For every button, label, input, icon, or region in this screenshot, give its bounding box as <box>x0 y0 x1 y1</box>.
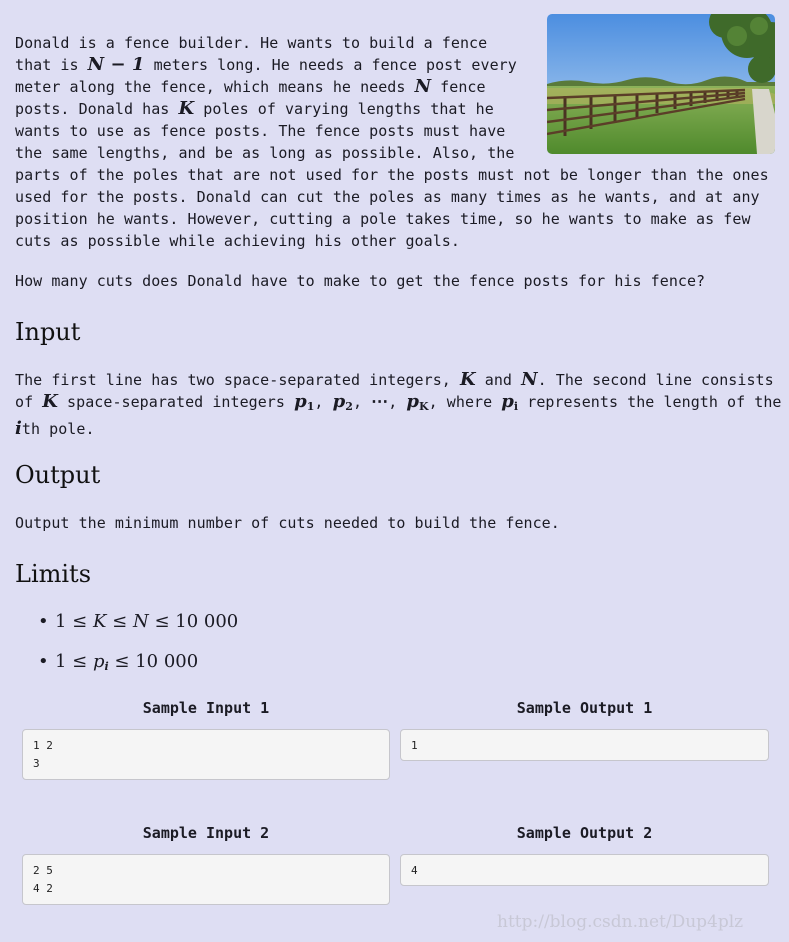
output-description: Output the minimum number of cuts needed to build the fence. <box>15 514 560 532</box>
statement-line: used for the posts. Donald can cut the poles as many times as he wants, and at any <box>15 188 760 206</box>
math-subscript: i <box>513 400 519 413</box>
watermark: http://blog.csdn.net/Dup4plz <box>497 912 744 932</box>
statement-line: Donald is a fence builder. He wants to build a fence <box>15 34 488 52</box>
limit-text: 1 ≤ <box>55 651 93 672</box>
math-symbol: ⋯ <box>371 392 389 412</box>
math-symbol: N <box>521 369 538 390</box>
output-heading: Output <box>15 461 101 489</box>
sample-input-2-box[interactable]: 2 5 4 2 <box>22 854 390 905</box>
sample-input-1-title: Sample Input 1 <box>142 699 270 717</box>
math-symbol: K <box>42 391 58 412</box>
statement-line: parts of the poles that are not used for the posts must not be longer than the ones <box>15 166 769 184</box>
sample-output-1-title: Sample Output 1 <box>516 699 653 717</box>
limit-item <box>38 651 198 678</box>
limit-text: ≤ <box>106 611 133 632</box>
limit-text: ≤ 10 000 <box>148 611 239 632</box>
sample-input-2-title: Sample Input 2 <box>142 824 270 842</box>
statement-line: wants to use as fence posts. The fence posts must have <box>15 122 506 140</box>
problem-statement <box>15 32 769 252</box>
math-symbol: p <box>501 391 514 412</box>
input-heading: Input <box>15 318 81 346</box>
math-symbol: K <box>459 369 476 390</box>
statement-line: the same lengths, and be as long as possible. Also, the <box>15 144 515 162</box>
input-description <box>15 369 782 440</box>
statement-line: position he wants. However, cutting a pole takes time, so he wants to make as few <box>15 210 751 228</box>
sample-output-1-box[interactable]: 1 <box>400 729 769 761</box>
input-line: of K space-separated integers $p_1$, $p_2$, ⋯, $p_K$, where $p_i$ represents the length of the <box>15 391 782 413</box>
limit-variable: p <box>92 651 105 672</box>
math-symbol: K <box>178 98 195 119</box>
input-line: ith pole. <box>15 418 95 439</box>
math-subscript: 1 <box>306 400 315 413</box>
sample-output-2-title: Sample Output 2 <box>516 824 653 842</box>
limits-heading: Limits <box>15 560 92 588</box>
input-line: The first line has two space-separated integers, K and N. The second line consists <box>15 369 774 390</box>
math-symbol: p <box>332 391 346 412</box>
statement-line: meter along the fence, which means he needs N fence <box>15 76 486 97</box>
statement-line: that is N − 1 meters long. He needs a fence post every <box>15 54 517 75</box>
limit-subscript: i <box>104 660 109 673</box>
limit-text: 1 ≤ <box>55 611 93 632</box>
math-symbol: p <box>294 391 307 412</box>
sample-output-2-box[interactable]: 4 <box>400 854 769 886</box>
math-subscript: 2 <box>345 400 353 413</box>
bullet-icon: • <box>38 651 49 672</box>
statement-line: cuts as possible while achieving his other goals. <box>15 232 460 250</box>
bullet-icon: • <box>38 611 49 632</box>
math-subscript: K <box>419 400 429 413</box>
math-symbol: N <box>414 76 432 97</box>
limit-variable: K <box>92 611 107 632</box>
limit-text: ≤ 10 000 <box>108 651 199 672</box>
limit-variable: N <box>132 611 149 632</box>
question-text: How many cuts does Donald have to make to get the fence posts for his fence? <box>15 272 706 290</box>
math-symbol: N − 1 <box>87 54 145 75</box>
math-symbol: p <box>406 391 419 412</box>
statement-line: posts. Donald has K poles of varying lengths that he <box>15 98 494 119</box>
sample-input-1-box[interactable]: 1 2 3 <box>22 729 390 780</box>
limit-item <box>38 611 238 633</box>
math-symbol: i <box>15 418 22 439</box>
